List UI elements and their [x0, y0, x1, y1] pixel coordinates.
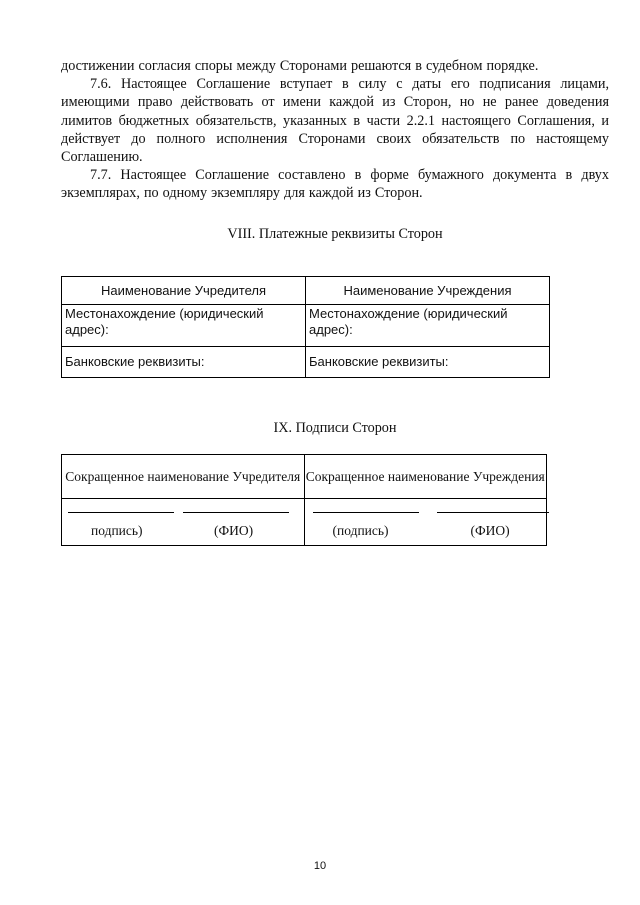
- institution-short-name-cell: Сокращенное наименование Учреждения: [304, 455, 547, 499]
- paragraph-7-6: 7.6. Настоящее Соглашение вступает в силу с даты его подписания лицами, имеющими право действовать от имени каждой из Сторон, но не ранее доведения лимитов бюджетных обязательств, указанных в части 2.2.1 настоящего Соглашения, и действует до полного исполнения Сторонами своих обязательств по настоящему Соглашению.: [61, 76, 609, 166]
- institution-name-cell: Наименование Учреждения: [306, 277, 550, 305]
- payment-details-table: [61, 276, 550, 378]
- table-row: [62, 499, 547, 546]
- name-line: [437, 512, 549, 513]
- paragraph-7-7: 7.7. Настоящее Соглашение составлено в форме бумажного документа в двух экземплярах, по одному экземпляру для каждой из Сторон.: [61, 167, 609, 202]
- name-line: [183, 512, 289, 513]
- name-caption: (ФИО): [470, 523, 510, 538]
- institution-signature-cell: [304, 499, 547, 546]
- paragraph-7-5-tail: достижении согласия споры между Сторонами решаются в судебном порядке.: [61, 58, 539, 74]
- institution-address-cell: Местонахождение (юридический адрес):: [306, 305, 550, 347]
- signature-caption: (подпись): [332, 523, 389, 538]
- signature-line: [313, 512, 419, 513]
- table-row: [62, 347, 550, 378]
- signatures-table: [61, 454, 547, 546]
- section-8-title: VIII. Платежные реквизиты Сторон: [227, 226, 443, 242]
- table-row: [62, 277, 550, 305]
- institution-bank-cell: Банковские реквизиты:: [306, 347, 550, 378]
- page-number: 10: [313, 860, 327, 872]
- document-body: [61, 57, 609, 203]
- founder-name-cell: Наименование Учредителя: [62, 277, 306, 305]
- founder-address-cell: Местонахождение (юридический адрес):: [62, 305, 306, 347]
- founder-short-name-cell: Сокращенное наименование Учредителя: [62, 455, 305, 499]
- table-row: [62, 305, 550, 347]
- table-row: [62, 455, 547, 499]
- signature-caption: подпись): [91, 523, 143, 538]
- founder-bank-cell: Банковские реквизиты:: [62, 347, 306, 378]
- signature-line: [68, 512, 174, 513]
- name-caption: (ФИО): [214, 523, 254, 538]
- section-9-title: IX. Подписи Сторон: [273, 420, 397, 436]
- founder-signature-cell: [62, 499, 305, 546]
